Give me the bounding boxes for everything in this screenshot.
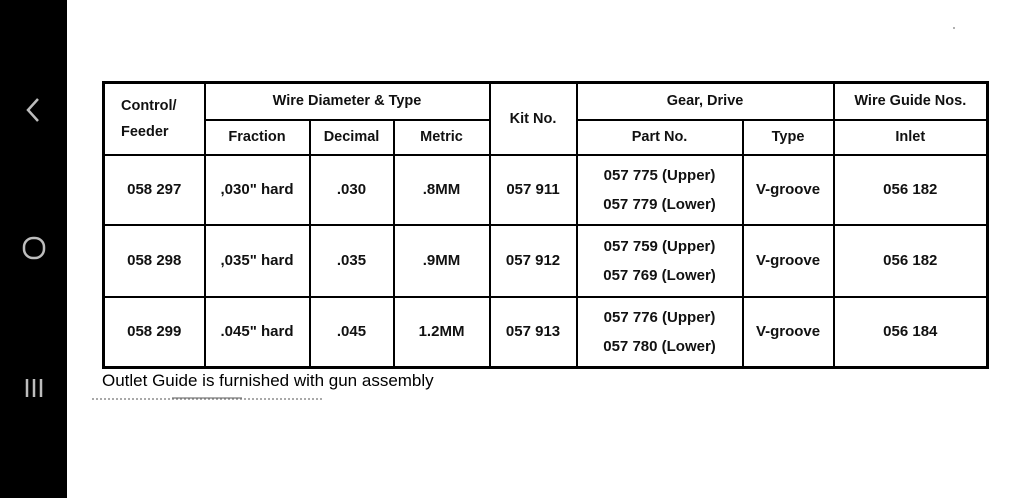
cell-type: V-groove	[743, 297, 834, 368]
navigation-bar	[0, 0, 67, 498]
circle-home-icon	[19, 233, 49, 263]
header-metric: Metric	[394, 120, 490, 155]
cell-metric: .9MM	[394, 225, 490, 297]
cell-kit: 057 912	[490, 225, 577, 297]
cell-inlet: 056 184	[834, 297, 988, 368]
cell-control: 058 299	[104, 297, 205, 368]
footnote: Outlet Guide is furnished with gun assembly	[102, 371, 434, 390]
speck	[953, 27, 955, 29]
cell-metric: .8MM	[394, 155, 490, 225]
cell-kit: 057 911	[490, 155, 577, 225]
header-inlet: Inlet	[834, 120, 988, 155]
cell-fraction: ,030" hard	[205, 155, 310, 225]
wire-spec-table	[102, 81, 989, 369]
cell-decimal: .035	[310, 225, 394, 297]
header-part-no: Part No.	[577, 120, 743, 155]
header-decimal: Decimal	[310, 120, 394, 155]
header-control-line2: Feeder	[121, 123, 169, 140]
cell-inlet: 056 182	[834, 225, 988, 297]
header-type: Type	[743, 120, 834, 155]
cell-part-no	[577, 155, 743, 225]
chevron-left-icon	[24, 95, 44, 125]
three-bars-recents-icon	[21, 375, 47, 401]
cell-fraction: .045" hard	[205, 297, 310, 368]
back-button[interactable]	[0, 90, 67, 130]
cell-type: V-groove	[743, 155, 834, 225]
document-image	[67, 0, 1024, 498]
cell-control: 058 297	[104, 155, 205, 225]
part-upper: 057 776 (Upper)	[603, 308, 716, 326]
header-fraction: Fraction	[205, 120, 310, 155]
cell-inlet: 056 182	[834, 155, 988, 225]
part-lower: 057 780 (Lower)	[603, 337, 716, 355]
table-row	[104, 297, 988, 368]
cell-part-no	[577, 225, 743, 297]
header-control-feeder	[104, 83, 205, 155]
part-lower: 057 769 (Lower)	[603, 266, 716, 284]
table-row	[104, 225, 988, 297]
cell-kit: 057 913	[490, 297, 577, 368]
header-kit-no: Kit No.	[490, 83, 577, 155]
table-row	[104, 155, 988, 225]
home-button[interactable]	[0, 228, 67, 268]
cell-metric: 1.2MM	[394, 297, 490, 368]
header-control-line1: Control/	[121, 97, 177, 114]
recents-button[interactable]	[0, 368, 67, 408]
header-wire-diameter-type: Wire Diameter & Type	[205, 83, 490, 120]
header-wire-guide-nos: Wire Guide Nos.	[834, 83, 988, 120]
cell-part-no	[577, 297, 743, 368]
cell-decimal: .045	[310, 297, 394, 368]
header-gear-drive: Gear, Drive	[577, 83, 834, 120]
part-upper: 057 775 (Upper)	[603, 166, 716, 184]
part-lower: 057 779 (Lower)	[603, 195, 716, 213]
part-upper: 057 759 (Upper)	[603, 237, 716, 255]
cell-decimal: .030	[310, 155, 394, 225]
cell-fraction: ,035" hard	[205, 225, 310, 297]
scan-artifact	[172, 397, 242, 399]
cell-control: 058 298	[104, 225, 205, 297]
cell-type: V-groove	[743, 225, 834, 297]
